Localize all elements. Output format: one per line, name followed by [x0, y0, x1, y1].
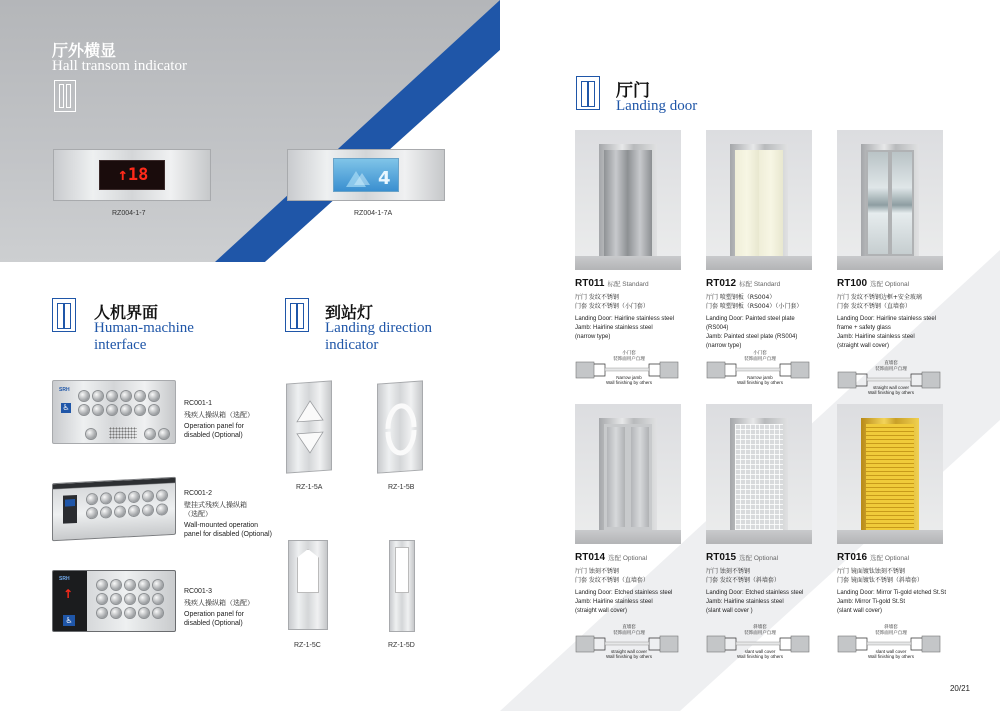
door-photo [575, 404, 681, 544]
section-cn-2: 装饰面用户自理 [613, 356, 645, 362]
door-tag: 标配 Standard [607, 281, 649, 288]
floor-button[interactable] [79, 405, 89, 415]
lcd-display [333, 158, 399, 192]
floor-button[interactable] [93, 405, 103, 415]
caption-rz004-1-7a: RZ004-1-7A [354, 210, 393, 217]
hmi-section-icon [52, 298, 76, 332]
display-window [63, 495, 77, 524]
hmi-title-en-1: Human-machine [94, 320, 194, 336]
door-description [837, 293, 949, 351]
caption-rc001-1 [184, 399, 254, 440]
door-leaf-left [866, 150, 890, 256]
floor-button[interactable] [101, 493, 111, 504]
section-en-2: Wall finishing by others [867, 654, 915, 659]
caption-cn: 残疾人操纵箱（选配） [184, 411, 254, 419]
door-en-1: Landing Door: Etched stainless steel [706, 590, 804, 596]
door-en-2: frame + safety glass [837, 325, 891, 331]
hmi-title-cn: 人机界面 [94, 303, 159, 322]
right-page [500, 0, 1000, 711]
door-code [706, 278, 780, 289]
door-en-3: (slant wall cover ) [706, 608, 753, 614]
door-tag: 选配 Optional [870, 281, 910, 288]
floor [575, 256, 681, 270]
button-grid [97, 580, 163, 618]
door-cn-1: 厅门 镜面镀钛蚀刻不锈钢 [837, 568, 905, 575]
floor-button[interactable] [153, 580, 163, 590]
floor-button[interactable] [97, 594, 107, 604]
caption-rz-1-5d: RZ-1-5D [388, 642, 415, 649]
door-cn-2: 门套 镜面镀钛不锈钢（斜墙套） [837, 577, 923, 584]
door-cn-2: 门套 发纹不锈钢（小门套） [575, 303, 649, 310]
section-label-en [599, 649, 659, 659]
door-cn-1: 厅门 喷塑钢板（RS004） [706, 294, 776, 301]
caption-code: RC001-3 [184, 588, 213, 595]
section-en: straight wall cover [872, 385, 909, 390]
floor-button[interactable] [129, 506, 139, 517]
button-grid [87, 490, 167, 518]
door-code [837, 278, 909, 289]
section-label [730, 351, 790, 362]
door-tag: 选配 Optional [739, 555, 779, 562]
floor-button[interactable] [125, 594, 135, 604]
caption-cn-2: （选配） [184, 510, 212, 518]
door-jamb [861, 144, 919, 256]
door-en-3: (slant wall cover) [837, 608, 883, 614]
section-cn-2: 装饰面用户自理 [744, 630, 776, 636]
section-en: Narrow jamb [616, 375, 642, 380]
door-en-2: Jamb: Hairline stainless steel [706, 599, 784, 605]
operation-panel-rc001-1 [52, 380, 176, 444]
floor-button[interactable] [87, 508, 97, 519]
svg-text:4: 4 [378, 168, 391, 189]
door-photo [837, 130, 943, 270]
caption-en-2: disabled (Optional) [184, 620, 243, 627]
operation-panel-rc001-3 [52, 570, 176, 632]
section-cn: 斜墙套 [753, 625, 767, 630]
door-code-text: RT012 [706, 278, 737, 289]
door-description [837, 567, 949, 616]
section-en-2: Wall finishing by others [736, 380, 784, 385]
door-description [575, 567, 687, 616]
floor-button[interactable] [115, 492, 125, 503]
hall-indicator-rz004-1-7 [53, 149, 211, 201]
section-label-en [730, 649, 790, 659]
wheelchair-icon: ♿ [63, 615, 75, 626]
door-code [575, 278, 649, 289]
door-cn-1: 厅门 蚀刻不锈钢 [706, 568, 750, 575]
floor-button[interactable] [111, 580, 121, 590]
door-leaf-right [759, 424, 783, 530]
caption-rc001-2 [184, 489, 272, 539]
door-en-2: Jamb: Hairline stainless steel [575, 599, 653, 605]
landing-title-cn: 到站灯 [325, 303, 374, 322]
door-cn-1: 厅门 发纹不锈钢边框+安全玻璃 [837, 294, 922, 301]
door-tag: 选配 Optional [608, 555, 648, 562]
floor-button[interactable] [129, 492, 139, 503]
door-leaf-right [628, 424, 652, 530]
door-code-text: RT100 [837, 278, 868, 289]
door-en-1: Landing Door: Mirror Ti-gold etched St.St [837, 590, 947, 596]
floor-button[interactable] [157, 490, 167, 501]
jamb-section-drawing [575, 626, 679, 660]
door-leaf-left [866, 424, 890, 530]
up-down-arrow-icon [287, 381, 333, 474]
door-jamb [730, 144, 788, 256]
floor-button[interactable] [87, 494, 97, 505]
landing-lamp-rz-1-5a [286, 380, 332, 473]
caption-rz-1-5a: RZ-1-5A [296, 484, 323, 491]
section-cn-2: 装饰面用户自理 [744, 356, 776, 362]
door-code-text: RT016 [837, 552, 868, 563]
call-button[interactable] [86, 429, 96, 439]
door-en-4: (straight wall cover) [837, 343, 890, 349]
section-label [730, 625, 790, 636]
section-label [861, 361, 921, 372]
door-open-button[interactable] [145, 429, 155, 439]
section-cn: 直墙套 [884, 361, 898, 366]
button-grid [79, 391, 159, 415]
speaker-grille [109, 427, 137, 439]
caption-rz-1-5c: RZ-1-5C [294, 642, 321, 649]
jamb-section-drawing [837, 626, 941, 660]
landing-door-title-cn: 厅门 [616, 81, 650, 101]
door-cn-2: 门套 发纹不锈钢（斜墙套） [706, 577, 780, 584]
landing-door-section-icon [576, 76, 600, 110]
door-code [575, 552, 647, 563]
hmi-title-en-2: interface [94, 337, 147, 353]
door-code [706, 552, 778, 563]
floor-button[interactable] [153, 594, 163, 604]
floor [706, 256, 812, 270]
floor [706, 530, 812, 544]
floor-button[interactable] [139, 594, 149, 604]
door-description [575, 293, 687, 342]
section-label-en [730, 375, 790, 385]
door-leaf-left [604, 150, 628, 256]
landing-title-en-2: indicator [325, 337, 379, 353]
section-cn: 小门套 [753, 351, 767, 356]
caption-rz004-1-7: RZ004-1-7 [112, 210, 146, 217]
section-en-2: Wall finishing by others [605, 380, 653, 385]
section-label-en [861, 649, 921, 659]
floor-button[interactable] [143, 505, 153, 516]
floor-button[interactable] [107, 391, 117, 401]
caption-code: RC001-2 [184, 490, 213, 497]
door-en-3: (narrow type) [706, 343, 742, 349]
lamp-window [297, 549, 319, 593]
door-en-2: Jamb: Painted steel plate (RS004) [706, 334, 798, 340]
floor-button[interactable] [153, 608, 163, 618]
floor-button[interactable] [149, 405, 159, 415]
ring-arrow-icon [378, 381, 424, 474]
section-label [861, 625, 921, 636]
door-jamb [599, 418, 657, 530]
door-photo [706, 404, 812, 544]
floor-button[interactable] [157, 504, 167, 515]
jamb-section-drawing [706, 626, 810, 660]
caption-cn-1: 壁挂式残疾人操纵箱 [184, 501, 247, 509]
floor-button[interactable] [115, 506, 125, 517]
section-en: straight wall cover [610, 649, 647, 654]
page-number: 20/21 [949, 684, 970, 693]
section-label-en [599, 375, 659, 385]
landing-lamp-rz-1-5d [389, 540, 415, 632]
landing-title-en-1: Landing direction [325, 320, 433, 336]
door-jamb [861, 418, 919, 530]
door-photo [837, 404, 943, 544]
floor-button[interactable] [111, 608, 121, 618]
section-cn-2: 装饰面用户自理 [875, 630, 907, 636]
door-code-text: RT014 [575, 552, 606, 563]
floor-button[interactable] [97, 608, 107, 618]
caption-en-2: disabled (Optional) [184, 432, 243, 439]
arrow-display-icon: ↑ [63, 587, 74, 601]
floor-button[interactable] [97, 580, 107, 590]
floor-button[interactable] [107, 405, 117, 415]
door-close-button[interactable] [159, 429, 169, 439]
section-cn: 小门套 [622, 351, 636, 356]
floor-button[interactable] [143, 491, 153, 502]
floor-button[interactable] [135, 405, 145, 415]
door-jamb [599, 144, 657, 256]
door-photo [706, 130, 812, 270]
operation-panel-rc001-2 [52, 477, 176, 541]
door-leaf-right [890, 424, 914, 530]
section-cn: 斜墙套 [884, 625, 898, 630]
door-photo [575, 130, 681, 270]
door-description [706, 293, 818, 351]
section-label [599, 625, 659, 636]
door-tag: 选配 Optional [870, 555, 910, 562]
caption-en-1: Wall-mounted operation [184, 522, 259, 529]
door-en-3: (straight wall cover) [575, 608, 628, 614]
section-en: slant wall cover [875, 649, 907, 654]
landing-lamp-rz-1-5c [288, 540, 328, 630]
section-label-en [861, 385, 921, 395]
door-en-1: Landing Door: Etched stainless steel [575, 590, 673, 596]
hall-indicator-icon [54, 80, 76, 112]
caption-cn: 残疾人操纵箱（选配） [184, 599, 254, 607]
floor-button[interactable] [111, 594, 121, 604]
hall-indicator-title-cn: 厅外横显 [52, 41, 117, 60]
door-code [837, 552, 909, 563]
landing-door-title-en: Landing door [616, 98, 698, 114]
hall-indicator-title-en: Hall transom indicator [52, 58, 187, 74]
led-display [99, 160, 165, 190]
floor [837, 530, 943, 544]
door-leaf-left [735, 424, 759, 530]
floor-button[interactable] [121, 405, 131, 415]
caption-en-2: panel for disabled (Optional) [184, 531, 272, 538]
jamb-section-drawing [837, 362, 941, 396]
section-cn: 直墙套 [622, 625, 636, 630]
floor-button[interactable] [149, 391, 159, 401]
door-tag: 标配 Standard [739, 281, 781, 288]
caption-en-1: Operation panel for [184, 611, 244, 618]
floor-button[interactable] [125, 608, 135, 618]
floor-button[interactable] [93, 391, 103, 401]
section-en: slant wall cover [744, 649, 776, 654]
floor-button[interactable] [139, 580, 149, 590]
floor-button[interactable] [125, 580, 135, 590]
wheelchair-icon: ♿ [62, 403, 70, 412]
section-en-2: Wall finishing by others [867, 390, 915, 395]
door-leaf-right [890, 150, 914, 256]
door-en-1: Landing Door: Hairline stainless steel [575, 316, 675, 322]
section-en-2: Wall finishing by others [736, 654, 784, 659]
section-cn-2: 装饰面用户自理 [875, 366, 907, 372]
led-display-text: ↑18 [117, 165, 149, 185]
door-description [706, 567, 818, 616]
door-cn-1: 厅门 蚀刻不锈钢 [575, 568, 619, 575]
floor-button[interactable] [135, 391, 145, 401]
jamb-section-drawing [575, 352, 679, 386]
door-en-2: Jamb: Hairline stainless steel [575, 325, 653, 331]
door-cn-2: 门套 喷塑钢板（RS004）（小门套） [706, 303, 803, 310]
lcd-arrow-icon [334, 159, 400, 193]
door-jamb [730, 418, 788, 530]
brand-label: SRH [59, 576, 70, 582]
brand-label: SRH [59, 387, 70, 393]
door-en-3: Jamb: Hairline stainless steel [837, 334, 915, 340]
door-cn-2: 门套 发纹不锈钢（直墙套） [575, 577, 649, 584]
door-leaf-right [628, 150, 652, 256]
hall-indicator-rz004-1-7a [287, 149, 445, 201]
door-leaf-right [759, 150, 783, 256]
landing-section-icon [285, 298, 309, 332]
floor [575, 530, 681, 544]
floor-button[interactable] [121, 391, 131, 401]
door-en-1: Landing Door: Painted steel plate (RS004) [706, 316, 795, 331]
floor-button[interactable] [79, 391, 89, 401]
door-en-1: Landing Door: Hairline stainless steel [837, 316, 937, 322]
landing-lamp-rz-1-5b [377, 380, 423, 473]
lamp-window [395, 547, 409, 593]
door-code-text: RT011 [575, 278, 605, 289]
door-leaf-left [735, 150, 759, 256]
jamb-section-drawing [706, 352, 810, 386]
door-cn-1: 厅门 发纹不锈钢 [575, 294, 619, 301]
door-leaf-left [604, 424, 628, 530]
floor [837, 256, 943, 270]
door-cn-2: 门套 发纹不锈钢（直墙套） [837, 303, 911, 310]
caption-rz-1-5b: RZ-1-5B [388, 484, 415, 491]
caption-code: RC001-1 [184, 400, 213, 407]
section-en: Narrow jamb [747, 375, 773, 380]
door-en-2: Jamb: Mirror Ti-gold St.St [837, 599, 906, 605]
section-label [599, 351, 659, 362]
door-code-text: RT015 [706, 552, 737, 563]
door-en-3: (narrow type) [575, 334, 611, 340]
section-en-2: Wall finishing by others [605, 654, 653, 659]
section-cn-2: 装饰面用户自理 [613, 630, 645, 636]
caption-rc001-3 [184, 587, 254, 628]
floor-button[interactable] [101, 507, 111, 518]
caption-en-1: Operation panel for [184, 423, 244, 430]
floor-button[interactable] [139, 608, 149, 618]
